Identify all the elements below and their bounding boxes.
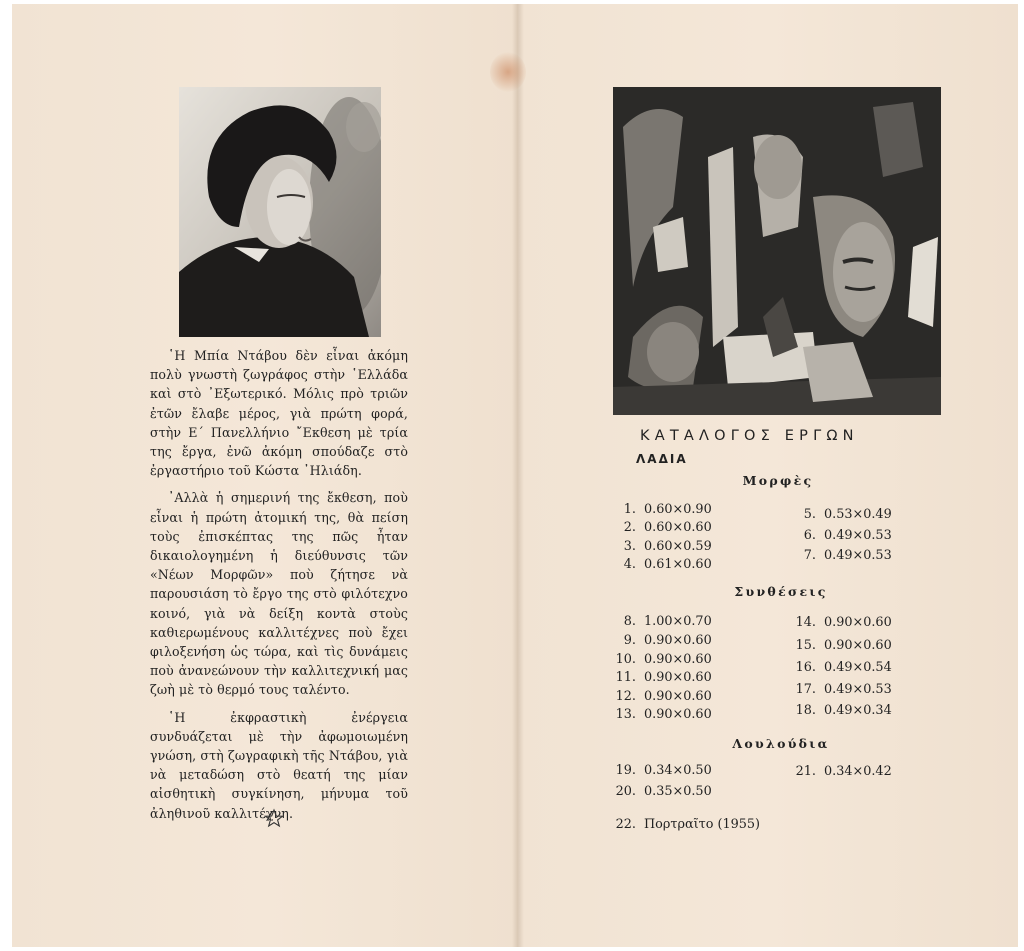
list-item: 15. 0.90×0.60 (795, 638, 892, 653)
section-heading-syntheseis: Συνθέσεις (734, 584, 828, 599)
list-item: 20. 0.35×0.50 (615, 784, 712, 799)
list-item-portrait: 22. Πορτραῖτο (1955) (615, 817, 761, 832)
list-item: 14. 0.90×0.60 (795, 615, 892, 630)
list-item: 13. 0.90×0.60 (615, 707, 712, 722)
intro-text (150, 346, 408, 831)
portrait-photo-image (179, 87, 381, 337)
list-item: 8. 1.00×0.70 (623, 614, 712, 629)
paragraph-2: ᾿Αλλὰ ἡ σημερινή της ἔκθεση, ποὺ εἶναι ἡ πρώτη ἀτομική της, θὰ πείση τοὺς ἐπισκέπτας της πῶς ἦταν δικαιολογημένη ἡ διεύθυνσις τῶν «Νέων Μορφῶν» ποὺ ζήτησε νὰ παρουσιάση τὸ ἔργο της στὸ φιλότεχνο κοινό, γιὰ νὰ δείξη κοντὰ στοὺς καθιερωμένους καλλιτέχνες ποὺ ἔχει φιλοξενήση ὡς τώρα, καὶ τὶς δυνάμεις ποὺ ἀνανεώνουν τὴν καλλιτεχνική μας ζωὴ μὲ τὸ θερμό τους ταλέντο. (150, 490, 408, 698)
list-item: 18. 0.49×0.34 (795, 703, 892, 718)
list-item: 17. 0.49×0.53 (795, 682, 892, 697)
catalog-subtitle: ΛΑΔΙΑ (636, 452, 688, 466)
list-item: 1. 0.60×0.90 (623, 502, 712, 517)
list-item: 6. 0.49×0.53 (803, 528, 892, 543)
list-item: 7. 0.49×0.53 (803, 548, 892, 563)
paragraph-3: ῾Η ἐκφραστικὴ ἐνέργεια συνδυάζεται μὲ τὴν ἀφωμοιωμένη γνώση, στὴ ζωγραφικὴ τῆς Ντάβου, γιὰ νὰ μεταδώση στὸ θεατή της μίαν αἰσθητικὴ συγκίνηση, μήνυμα τοῦ ἀληθινοῦ καλλιτέχνη. (150, 709, 408, 821)
list-item: 12. 0.90×0.60 (615, 689, 712, 704)
list-item: 5. 0.53×0.49 (803, 507, 892, 522)
painting-reproduction (613, 87, 941, 415)
list-item: 19. 0.34×0.50 (615, 763, 712, 778)
list-item: 11. 0.90×0.60 (615, 670, 712, 685)
list-item: 2. 0.60×0.60 (623, 520, 712, 535)
portrait-photo (179, 87, 381, 337)
list-item: 3. 0.60×0.59 (623, 539, 712, 554)
catalog-title: ΚΑΤΑΛΟΓΟΣ ΕΡΓΩΝ (640, 428, 859, 444)
star-icon (264, 808, 284, 828)
book-gutter (512, 4, 524, 947)
section-heading-morfes: Μορφὲς (742, 473, 814, 488)
list-item: 4. 0.61×0.60 (623, 557, 712, 572)
paper-stain (490, 52, 526, 92)
list-item: 16. 0.49×0.54 (795, 660, 892, 675)
list-item: 9. 0.90×0.60 (623, 633, 712, 648)
list-item: 21. 0.34×0.42 (795, 764, 892, 779)
section-heading-louloudia: Λουλούδια (732, 736, 830, 751)
paragraph-1: ῾Η Μπία Ντάβου δὲν εἶναι ἀκόμη πολὺ γνωστὴ ζωγράφος στὴν ῾Ελλάδα καὶ στὸ ᾿Εξωτερικό. Μόλις πρὸ τριῶν ἐτῶν ἔλαβε μέρος, γιὰ πρώτη φορά, στὴν Ε΄ Πανελλήνιο ῎Εκθεση μὲ τρία της ἔργα, ἐνῶ ἀκόμη σπούδαζε στὸ ἐργαστήριο τοῦ Κώστα ᾿Ηλιάδη. (150, 348, 408, 479)
painting-image (613, 87, 941, 415)
list-item: 10. 0.90×0.60 (615, 652, 712, 667)
